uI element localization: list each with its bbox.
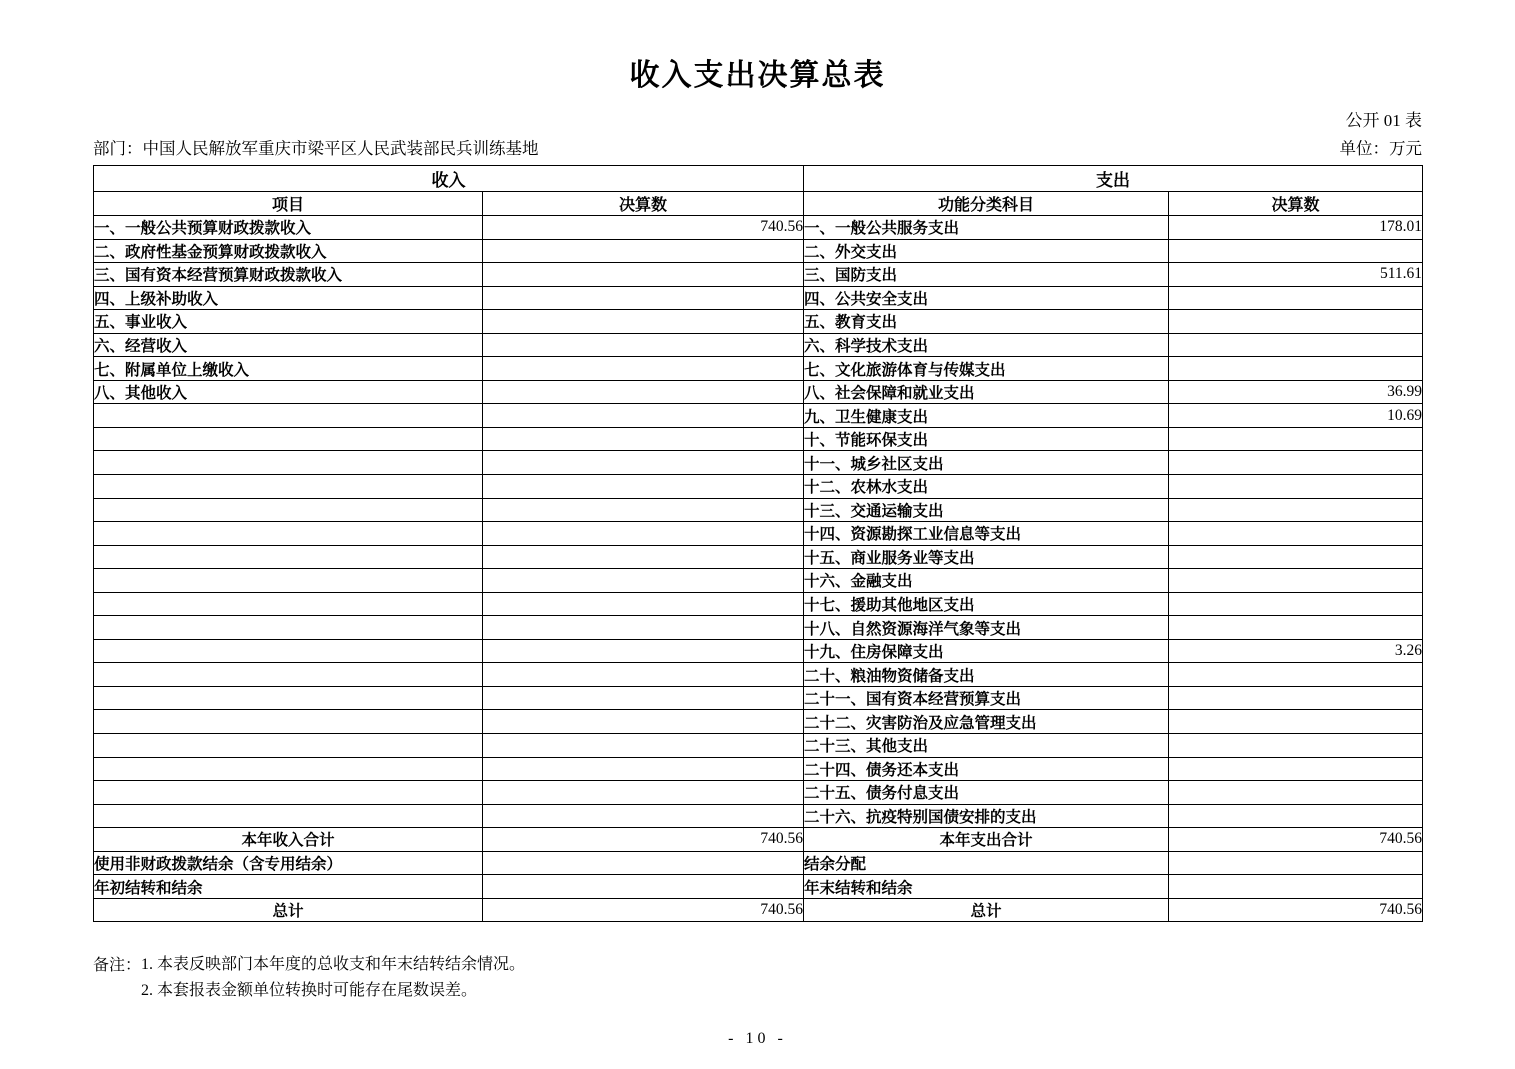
unit-label: 单位：万元 — [1339, 139, 1422, 158]
income-item-cell: 四、上级补助收入 — [94, 286, 483, 310]
table-row — [94, 686, 1423, 710]
expense-item-cell: 二、外交支出 — [804, 239, 1169, 263]
expense-item-cell: 年末结转和结余 — [804, 875, 1169, 899]
expense-value-cell — [1169, 781, 1423, 805]
income-value-cell: 740.56 — [483, 828, 804, 852]
expense-item-cell: 十四、资源勘探工业信息等支出 — [804, 522, 1169, 546]
table-row — [94, 710, 1423, 734]
expense-item-cell: 二十四、债务还本支出 — [804, 757, 1169, 781]
income-item-cell: 六、经营收入 — [94, 333, 483, 357]
expense-item-cell: 三、国防支出 — [804, 263, 1169, 287]
expense-value-cell — [1169, 875, 1423, 899]
income-section-header: 收入 — [94, 166, 804, 192]
table-row — [94, 828, 1423, 852]
income-value-cell — [483, 781, 804, 805]
expense-value-cell — [1169, 851, 1423, 875]
expense-section-header: 支出 — [804, 166, 1423, 192]
income-item-cell: 三、国有资本经营预算财政拨款收入 — [94, 263, 483, 287]
expense-value-cell — [1169, 522, 1423, 546]
note-line-2: 2. 本套报表金额单位转换时可能存在尾数误差。 — [141, 982, 478, 1000]
expense-value-cell — [1169, 686, 1423, 710]
table-row — [94, 898, 1423, 922]
table-row — [94, 616, 1423, 640]
expense-value-cell: 3.26 — [1169, 639, 1423, 663]
expense-item-cell: 二十三、其他支出 — [804, 734, 1169, 758]
expense-item-cell: 四、公共安全支出 — [804, 286, 1169, 310]
income-value-cell — [483, 875, 804, 899]
income-item-cell: 八、其他收入 — [94, 380, 483, 404]
expense-value-cell: 740.56 — [1169, 828, 1423, 852]
expense-item-cell: 二十五、债务付息支出 — [804, 781, 1169, 805]
income-value-cell — [483, 286, 804, 310]
expense-item-column-header: 功能分类科目 — [804, 192, 1169, 216]
income-item-cell — [94, 427, 483, 451]
table-row — [94, 475, 1423, 499]
income-value-cell — [483, 451, 804, 475]
expense-value-cell — [1169, 357, 1423, 381]
income-item-cell — [94, 522, 483, 546]
table-row — [94, 663, 1423, 687]
income-value-cell — [483, 663, 804, 687]
expense-item-cell: 结余分配 — [804, 851, 1169, 875]
income-value-cell — [483, 592, 804, 616]
income-value-cell — [483, 545, 804, 569]
table-row — [94, 545, 1423, 569]
expense-item-cell: 九、卫生健康支出 — [804, 404, 1169, 428]
income-item-cell: 年初结转和结余 — [94, 875, 483, 899]
expense-value-cell — [1169, 498, 1423, 522]
expense-value-cell — [1169, 710, 1423, 734]
income-item-cell: 一、一般公共预算财政拨款收入 — [94, 216, 483, 240]
expense-value-cell — [1169, 310, 1423, 334]
expense-value-cell: 10.69 — [1169, 404, 1423, 428]
income-value-cell: 740.56 — [483, 216, 804, 240]
expense-value-cell — [1169, 333, 1423, 357]
expense-item-cell: 七、文化旅游体育与传媒支出 — [804, 357, 1169, 381]
table-row — [94, 804, 1423, 828]
expense-value-cell: 36.99 — [1169, 380, 1423, 404]
income-item-cell — [94, 616, 483, 640]
table-row — [94, 639, 1423, 663]
income-item-column-header: 项目 — [94, 192, 483, 216]
table-row — [94, 216, 1423, 240]
expense-item-cell: 一、一般公共服务支出 — [804, 216, 1169, 240]
income-item-cell: 使用非财政拨款结余（含专用结余） — [94, 851, 483, 875]
income-item-cell — [94, 498, 483, 522]
column-header-row — [94, 192, 1423, 216]
table-row — [94, 734, 1423, 758]
expense-item-cell: 十六、金融支出 — [804, 569, 1169, 593]
meta-row — [93, 135, 1422, 159]
expense-item-cell: 五、教育支出 — [804, 310, 1169, 334]
income-value-cell — [483, 616, 804, 640]
table-row — [94, 569, 1423, 593]
income-item-cell — [94, 639, 483, 663]
income-item-cell: 七、附属单位上缴收入 — [94, 357, 483, 381]
income-value-cell — [483, 710, 804, 734]
expense-item-cell: 六、科学技术支出 — [804, 333, 1169, 357]
expense-value-cell — [1169, 616, 1423, 640]
income-item-cell — [94, 592, 483, 616]
income-value-cell — [483, 734, 804, 758]
expense-value-cell — [1169, 734, 1423, 758]
income-value-cell — [483, 263, 804, 287]
page-number: - 10 - — [728, 1030, 787, 1048]
income-value-cell — [483, 427, 804, 451]
expense-item-cell: 十三、交通运输支出 — [804, 498, 1169, 522]
expense-value-cell — [1169, 239, 1423, 263]
table-row — [94, 757, 1423, 781]
expense-item-cell: 十八、自然资源海洋气象等支出 — [804, 616, 1169, 640]
income-value-cell — [483, 804, 804, 828]
expense-item-cell: 八、社会保障和就业支出 — [804, 380, 1169, 404]
income-value-cell — [483, 475, 804, 499]
income-item-cell — [94, 663, 483, 687]
expense-item-cell: 本年支出合计 — [804, 828, 1169, 852]
expense-item-cell: 十五、商业服务业等支出 — [804, 545, 1169, 569]
income-item-cell — [94, 710, 483, 734]
expense-value-cell: 178.01 — [1169, 216, 1423, 240]
expense-value-cell — [1169, 663, 1423, 687]
income-item-cell — [94, 781, 483, 805]
table-row — [94, 357, 1423, 381]
accounts-table — [93, 165, 1423, 922]
page-title: 收入支出决算总表 — [629, 59, 886, 92]
income-value-cell — [483, 686, 804, 710]
table-row — [94, 380, 1423, 404]
table-row — [94, 781, 1423, 805]
expense-item-cell: 十一、城乡社区支出 — [804, 451, 1169, 475]
income-value-cell — [483, 757, 804, 781]
table-row — [94, 451, 1423, 475]
table-row — [94, 498, 1423, 522]
income-item-cell: 五、事业收入 — [94, 310, 483, 334]
table-row — [94, 875, 1423, 899]
income-value-cell — [483, 851, 804, 875]
expense-value-cell — [1169, 451, 1423, 475]
income-value-cell — [483, 569, 804, 593]
expense-item-cell: 十二、农林水支出 — [804, 475, 1169, 499]
income-item-cell — [94, 404, 483, 428]
income-item-cell — [94, 686, 483, 710]
income-value-cell — [483, 522, 804, 546]
expense-item-cell: 二十、粮油物资储备支出 — [804, 663, 1169, 687]
expense-item-cell: 十九、住房保障支出 — [804, 639, 1169, 663]
department-label: 部门：中国人民解放军重庆市梁平区人民武装部民兵训练基地 — [93, 139, 539, 158]
income-value-cell — [483, 639, 804, 663]
table-row — [94, 851, 1423, 875]
section-header-row — [94, 166, 1423, 192]
income-item-cell: 总计 — [94, 898, 483, 922]
income-value-cell: 740.56 — [483, 898, 804, 922]
income-value-column-header: 决算数 — [483, 192, 804, 216]
notes — [93, 952, 1515, 1004]
expense-value-cell — [1169, 286, 1423, 310]
income-value-cell — [483, 404, 804, 428]
table-row — [94, 522, 1423, 546]
income-item-cell — [94, 569, 483, 593]
income-item-cell — [94, 804, 483, 828]
income-item-cell: 本年收入合计 — [94, 828, 483, 852]
expense-value-cell — [1169, 475, 1423, 499]
table-row — [94, 263, 1423, 287]
income-item-cell — [94, 734, 483, 758]
expense-value-cell — [1169, 545, 1423, 569]
expense-item-cell: 二十二、灾害防治及应急管理支出 — [804, 710, 1169, 734]
expense-value-cell: 511.61 — [1169, 263, 1423, 287]
expense-item-cell: 二十六、抗疫特别国债安排的支出 — [804, 804, 1169, 828]
expense-value-column-header: 决算数 — [1169, 192, 1423, 216]
income-item-cell — [94, 757, 483, 781]
expense-item-cell: 十、节能环保支出 — [804, 427, 1169, 451]
expense-item-cell: 二十一、国有资本经营预算支出 — [804, 686, 1169, 710]
income-item-cell: 二、政府性基金预算财政拨款收入 — [94, 239, 483, 263]
income-value-cell — [483, 498, 804, 522]
table-row — [94, 333, 1423, 357]
table-row — [94, 286, 1423, 310]
table-row — [94, 404, 1423, 428]
income-item-cell — [94, 545, 483, 569]
expense-value-cell — [1169, 592, 1423, 616]
table-body — [94, 216, 1423, 922]
income-value-cell — [483, 357, 804, 381]
income-item-cell — [94, 475, 483, 499]
income-value-cell — [483, 333, 804, 357]
expense-item-cell: 总计 — [804, 898, 1169, 922]
table-row — [94, 592, 1423, 616]
note-line-1: 1. 本表反映部门本年度的总收支和年末结转结余情况。 — [141, 956, 526, 974]
notes-label: 备注： — [93, 957, 142, 975]
income-value-cell — [483, 239, 804, 263]
expense-item-cell: 十七、援助其他地区支出 — [804, 592, 1169, 616]
table-row — [94, 310, 1423, 334]
expense-value-cell — [1169, 804, 1423, 828]
expense-value-cell — [1169, 569, 1423, 593]
table-row — [94, 239, 1423, 263]
income-value-cell — [483, 380, 804, 404]
expense-value-cell — [1169, 757, 1423, 781]
income-value-cell — [483, 310, 804, 334]
expense-value-cell: 740.56 — [1169, 898, 1423, 922]
income-item-cell — [94, 451, 483, 475]
table-row — [94, 427, 1423, 451]
expense-value-cell — [1169, 427, 1423, 451]
table-tag: 公开 01 表 — [1345, 111, 1422, 130]
